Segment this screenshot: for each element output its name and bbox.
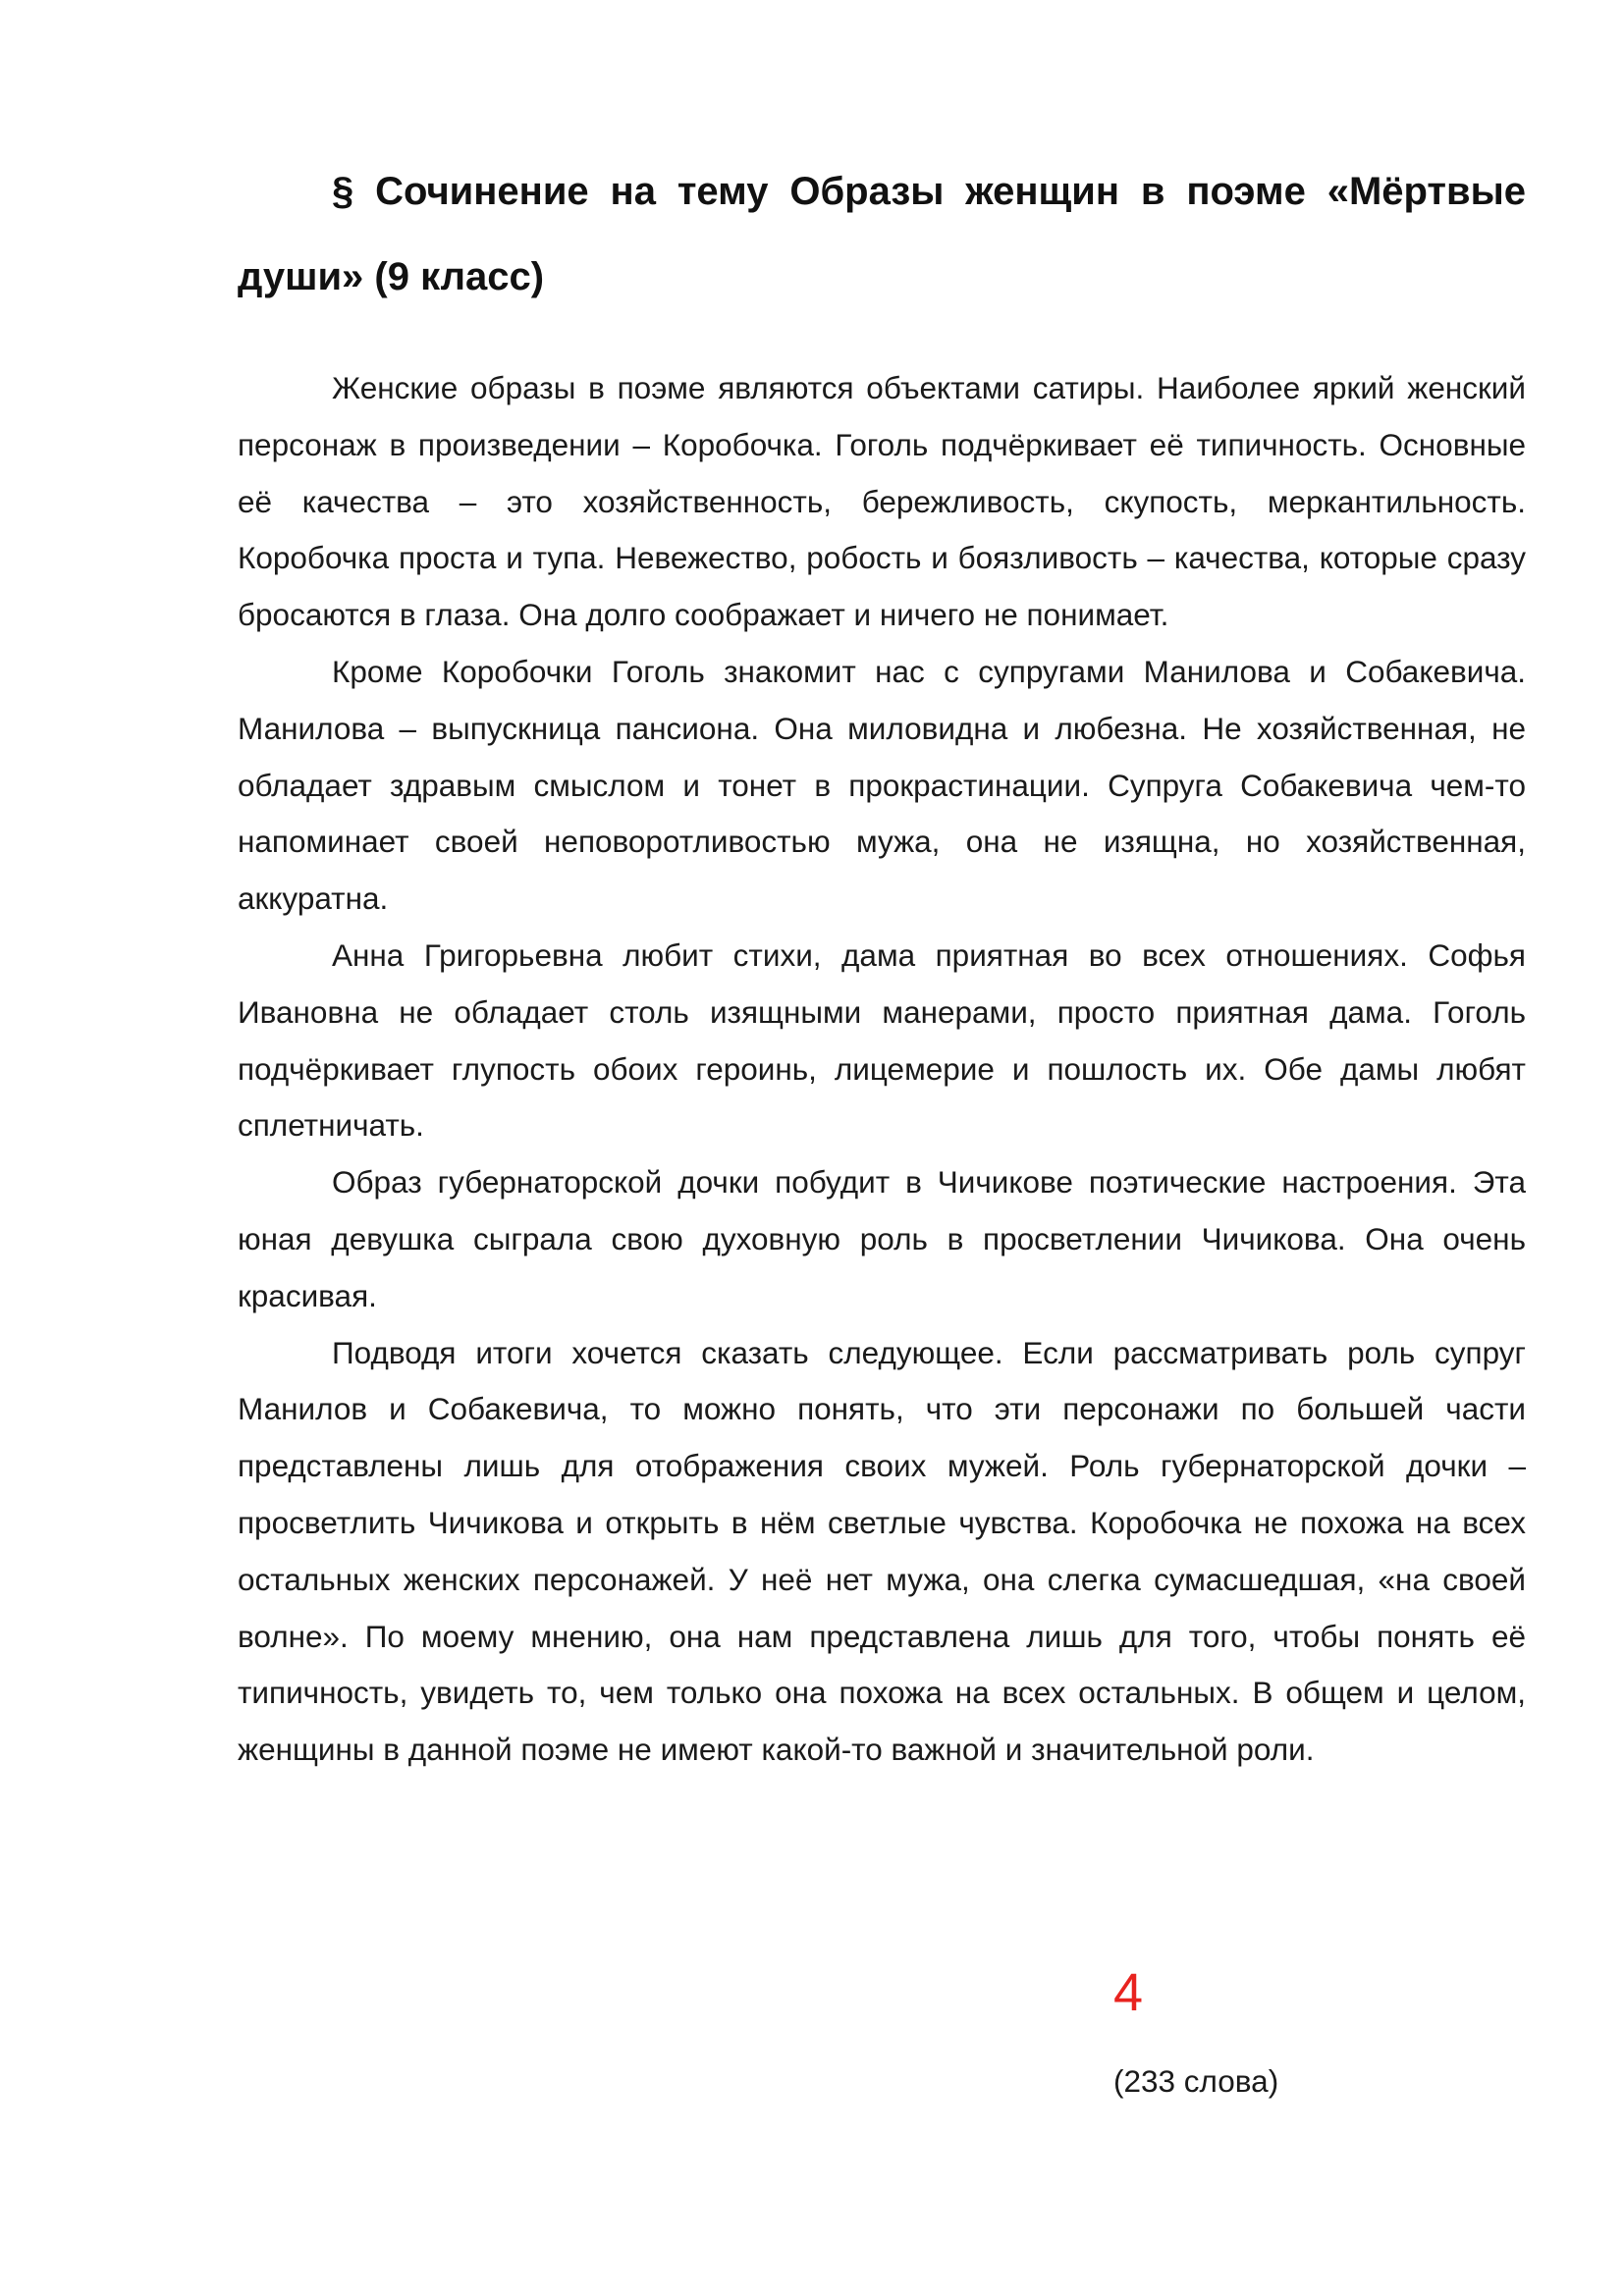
essay-paragraph-3: Анна Григорьевна любит стихи, дама приятная во всех отношениях. Софья Ивановна не обладает столь изящными манерами, просто приятная дама. Гоголь подчёркивает глупость обоих героинь, лицемерие и пошлость их. Обе дамы любят сплетничать. [238, 936, 1526, 1144]
essay-paragraph-1: Женские образы в поэме являются объектами сатиры. Наиболее яркий женский персонаж в произведении – Коробочка. Гоголь подчёркивает её типичность. Основные её качества – это хозяйственность, бережливость, скупость, меркантильность. Коробочка проста и тупа. Невежество, робость и боязливость – качества, которые сразу бросаются в глаза. Она долго соображает и ничего не понимает. [238, 370, 1526, 633]
essay-paragraph-5: Подводя итоги хочется сказать следующее. Если рассматривать роль супруг Манилов и Собакевича, то можно понять, что эти персонажи по большей части представлены лишь для отображения своих мужей. Роль губернаторской дочки – просветлить Чичикова и открыть в нём светлые чувства. Коробочка не похожа на всех остальных женских персонажей. У неё нет мужа, она слегка сумасшедшая, «на своей волне». По моему мнению, она нам представлена лишь для того, чтобы понять её типичность, увидеть то, чем только она похожа на всех остальных. В общем и целом, женщины в данной поэме не имеют какой-то важной и значительной роли. [238, 1334, 1526, 1768]
essay-paragraph-4: Образ губернаторской дочки побудит в Чичикове поэтические настроения. Эта юная девушка сыграла свою духовную роль в просветлении Чичикова. Она очень красивая. [238, 1164, 1526, 1313]
essay-title: § Сочинение на тему Образы женщин в поэме «Мёртвые души» (9 класс) [238, 170, 1526, 298]
grade-mark: 4 [1113, 1963, 1144, 2022]
essay-body [238, 360, 1526, 1779]
word-count: (233 слова) [1113, 2063, 1279, 2099]
essay-paragraph-2: Кроме Коробочки Гоголь знакомит нас с супругами Манилова и Собакевича. Манилова – выпускница пансиона. Она миловидна и любезна. Не хозяйственная, не обладает здравым смыслом и тонет в прокрастинации. Супруга Собакевича чем-то напоминает своей неповоротливостью мужа, она не изящна, но хозяйственная, аккуратна. [238, 653, 1526, 917]
